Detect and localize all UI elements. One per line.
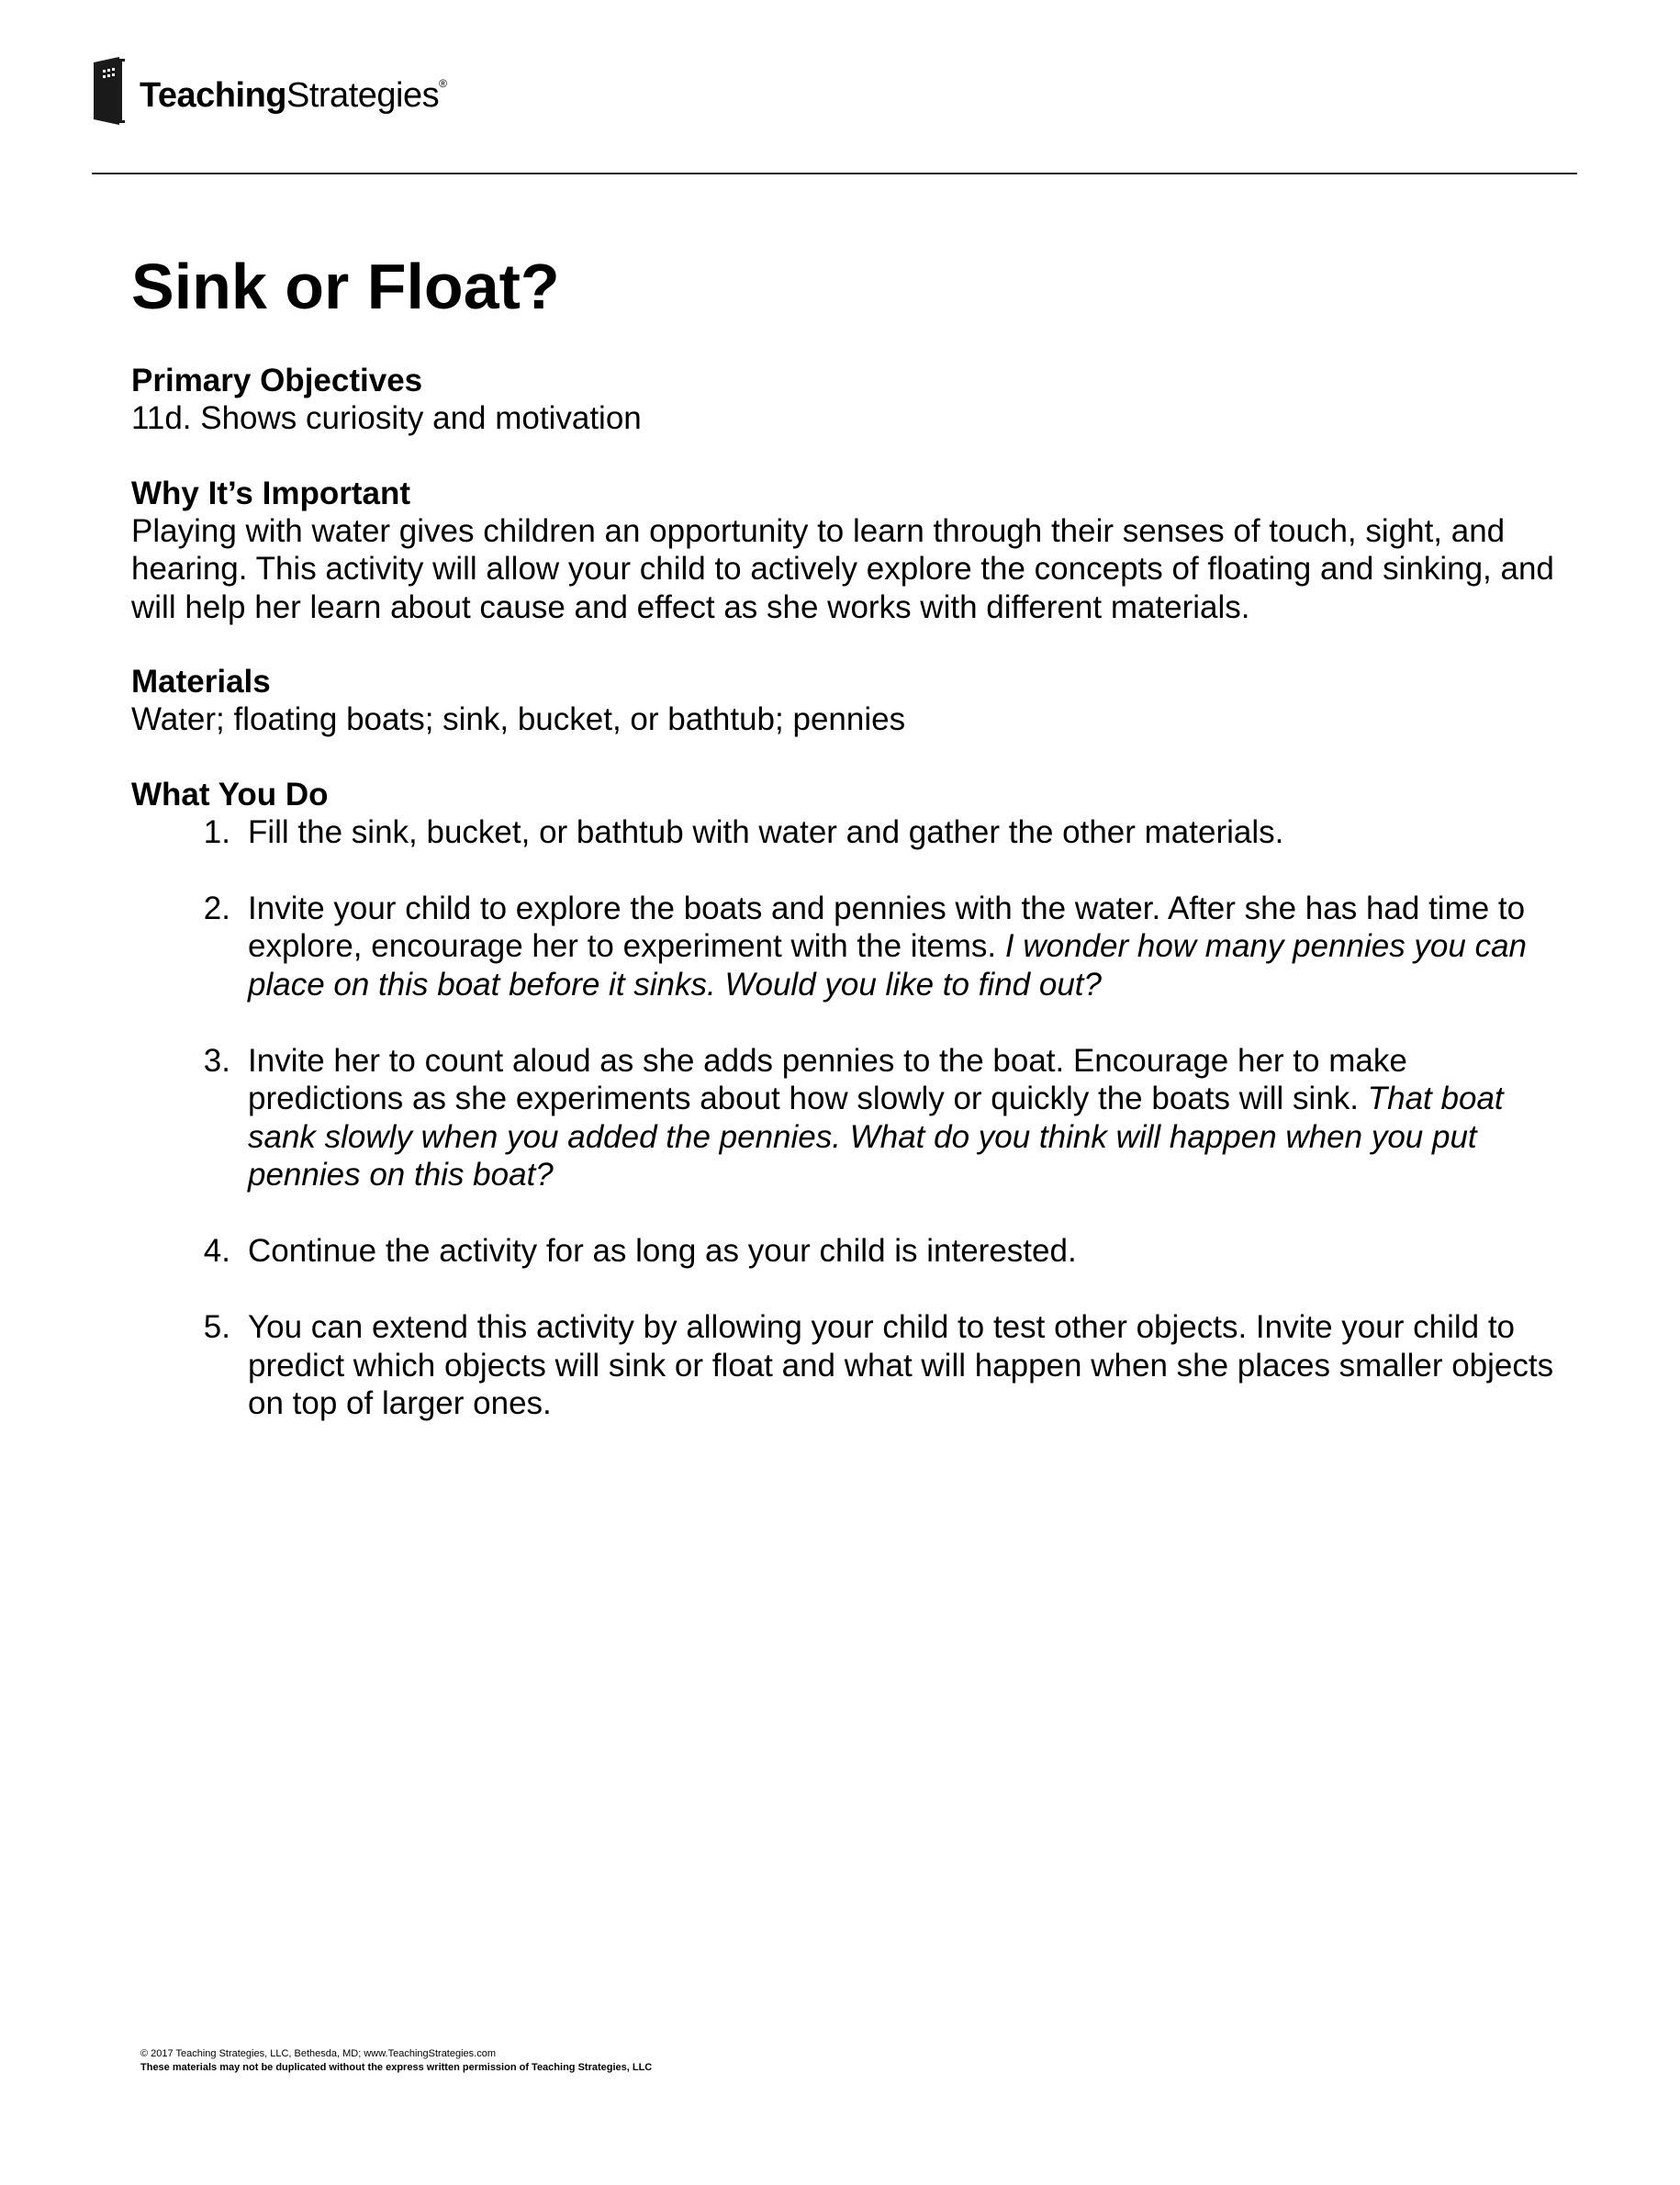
logo-registered-mark: ® [439, 77, 447, 90]
section-what-you-do [131, 776, 1563, 1423]
section-heading: Why It’s Important [131, 475, 410, 511]
list-item [131, 1308, 1563, 1423]
list-item [131, 813, 1563, 852]
step-text [230, 1308, 1563, 1423]
list-item [131, 890, 1563, 1004]
step-number: 2. [203, 890, 230, 926]
logo-text-bold: Teaching [140, 76, 286, 115]
section-body: Playing with water gives children an opportunity to learn through their senses of touch, sight, and hearing. This activity will allow your child to actively explore the concepts of floating and sinking, and will help her learn about cause and effect as she works with different materials. [131, 512, 1554, 625]
section-materials [131, 663, 1563, 739]
section-why-important [131, 475, 1563, 627]
step-text [230, 813, 1563, 852]
section-heading: What You Do [131, 776, 329, 812]
step-number: 1. [203, 813, 230, 850]
step-number: 5. [203, 1309, 230, 1345]
step-italic-text: That boat sank slowly when you added the pennies. What do you think will happen when you put pennies on this boat? [248, 1081, 1504, 1193]
section-heading: Materials [131, 664, 271, 700]
step-plain-text: Invite her to count aloud as she adds pennies to the boat. Encourage her to make predictions as she experiments about how slowly or quickly the boats will sink. [248, 1042, 1407, 1116]
step-text [230, 890, 1563, 1004]
section-heading: Primary Objectives [131, 363, 423, 398]
list-item [131, 1232, 1563, 1271]
footer-copyright: © 2017 Teaching Strategies, LLC, Bethesda, MD; www.TeachingStrategies.com [140, 2048, 496, 2059]
step-number: 4. [203, 1233, 230, 1269]
step-plain-text: You can extend this activity by allowing your child to test other objects. Invite your child to predict which objects will sink or float and what will happen when she places smaller objects on top of larger ones. [248, 1309, 1554, 1421]
section-body: 11d. Shows curiosity and motivation [131, 400, 642, 436]
page-title: Sink or Float? [131, 251, 560, 322]
document-body [131, 248, 1563, 1461]
door-logo-icon [92, 57, 129, 125]
footer-notice: These materials may not be duplicated without the express written permission of Teaching Strategies, LLC [140, 2062, 653, 2073]
header-divider [92, 173, 1577, 174]
step-text [230, 1232, 1563, 1271]
step-italic-text: I wonder how many pennies you can place on this boat before it sinks. Would you like to find out? [248, 928, 1528, 1003]
step-plain-text: Continue the activity for as long as your child is interested. [248, 1233, 1077, 1269]
step-text [230, 1042, 1563, 1194]
step-number: 3. [203, 1042, 230, 1079]
section-primary-objectives [131, 362, 1563, 438]
list-item [131, 1042, 1563, 1194]
step-plain-text: Fill the sink, bucket, or bathtub with water and gather the other materials. [248, 813, 1284, 850]
section-body: Water; floating boats; sink, bucket, or bathtub; pennies [131, 701, 906, 737]
step-plain-text: Invite your child to explore the boats and pennies with the water. After she has had time to explore, encourage her to experiment with the items. [248, 890, 1526, 964]
logo-wordmark [140, 78, 446, 113]
steps-list [131, 813, 1563, 1423]
logo-text-light: Strategies [286, 76, 440, 115]
page-footer [140, 2047, 652, 2075]
teaching-strategies-logo [92, 57, 446, 125]
